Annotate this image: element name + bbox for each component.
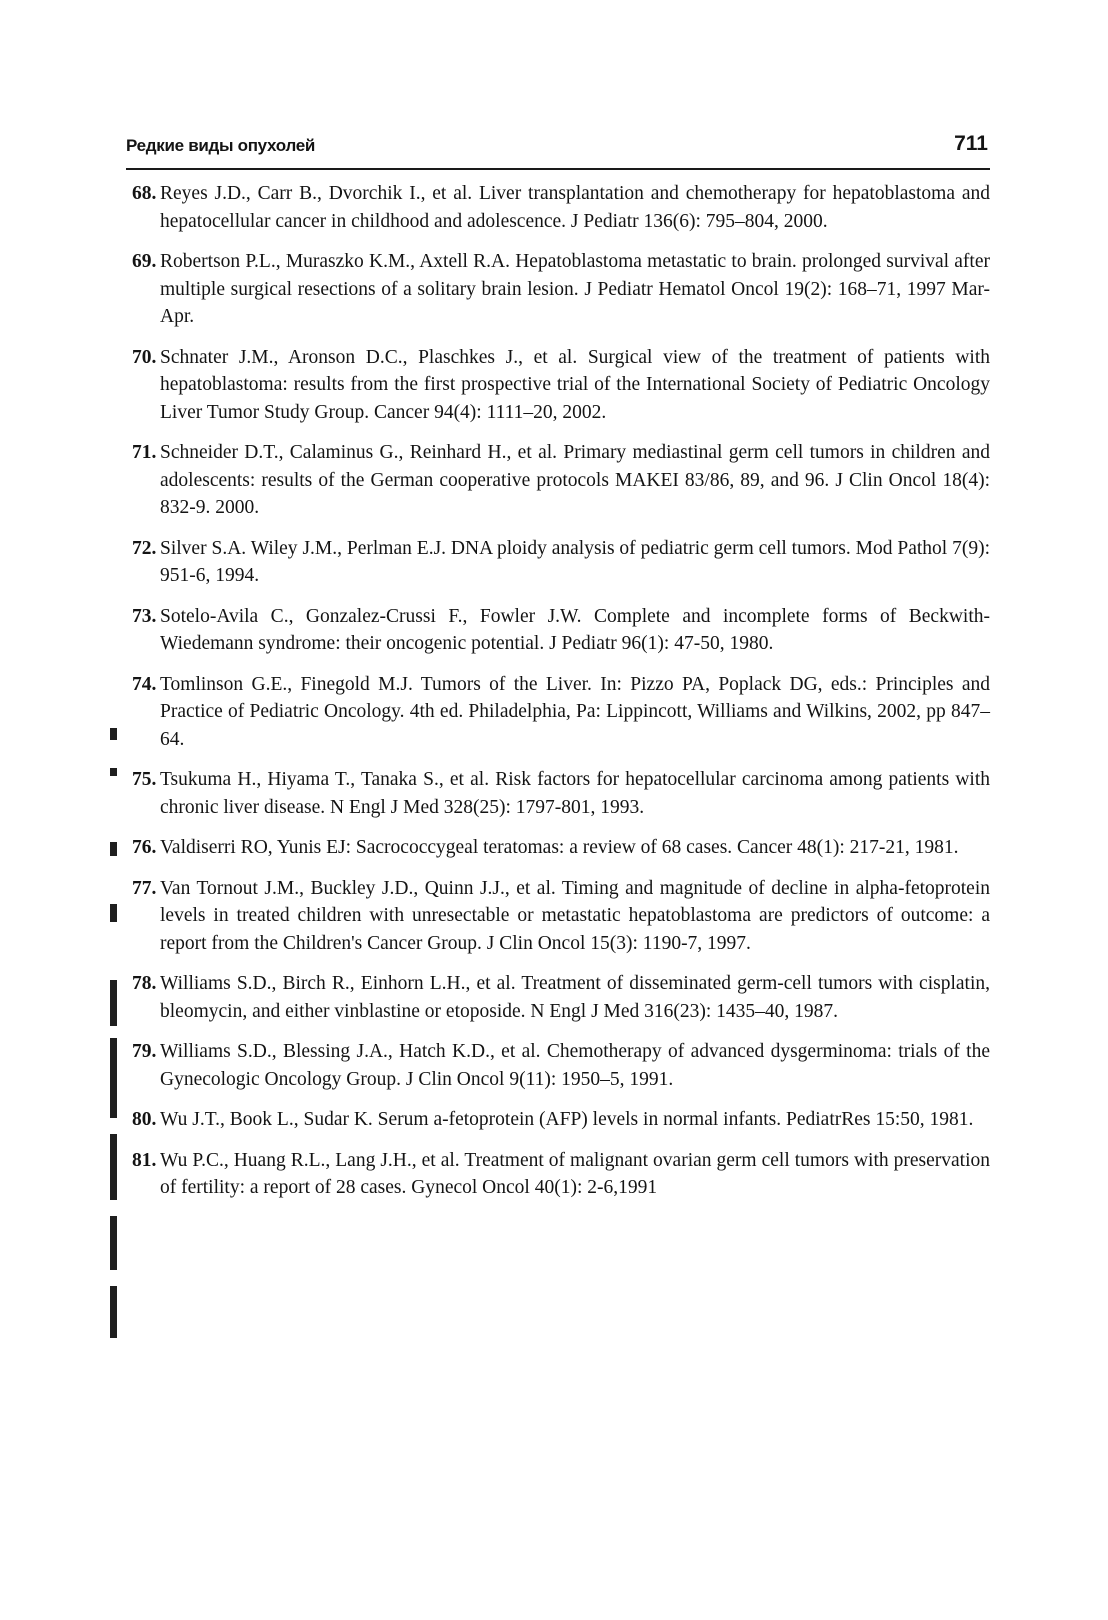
header-title: Редкие виды опухолей [126,136,316,155]
reference-item [132,603,990,658]
reference-item [132,1106,990,1134]
reference-text: Schnater J.M., Aronson D.C., Plaschkes J., et al. Surgical view of the treatment of patients with hepatoblastoma: results from the first prospective trial of the International Society of Pediatric Oncology Liver Tumor Study Group. Cancer 94(4): 1111–20, 2002. [160,346,990,423]
reference-text: Sotelo-Avila C., Gonzalez-Crussi F., Fowler J.W. Complete and incomplete forms of Beckwith-Wiedemann syndrome: their oncogenic potential. J Pediatr 96(1): 47-50, 1980. [160,605,990,654]
reference-number: 76. [132,837,157,858]
reference-number: 81. [132,1149,157,1171]
reference-list [132,180,990,1215]
reference-item [132,834,990,862]
reference-item [132,1038,990,1093]
reference-text: Tomlinson G.E., Finegold M.J. Tumors of the Liver. In: Pizzo PA, Poplack DG, eds.: Principles and Practice of Pediatric Oncology. 4th ed. Philadelphia, Pa: Lippincott, Williams and Wilkins, 2002, pp 847–64. [160,673,990,750]
scan-artifact [110,904,117,922]
reference-text: Williams S.D., Blessing J.A., Hatch K.D., et al. Chemotherapy of advanced dysgerminoma: trials of the Gynecologic Oncology Group. J Clin Oncol 9(11): 1950–5, 1991. [160,1041,990,1090]
reference-text: Wu P.C., Huang R.L., Lang J.H., et al. Treatment of malignant ovarian germ cell tumors with preservation of fertility: a report of 28 cases. Gynecol Oncol 40(1): 2-6,1991 [160,1149,990,1198]
reference-number: 69. [132,251,157,272]
reference-number: 70. [132,346,157,368]
scan-artifact [110,1216,117,1270]
reference-item [132,766,990,821]
reference-text: Schneider D.T., Calaminus G., Reinhard H., et al. Primary mediastinal germ cell tumors in children and adolescents: results of the German cooperative protocols MAKEI 83/86, 89, and 96. J Clin Oncol 18(4): 832-9. 2000. [160,442,990,518]
scan-artifact [110,1134,117,1200]
reference-text: Wu J.T., Book L., Sudar K. Serum a-fetoprotein (AFP) levels in normal infants. PediatrRes 15:50, 1981. [160,1109,974,1130]
header-divider [126,168,990,170]
reference-item [132,875,990,958]
reference-text: Reyes J.D., Carr B., Dvorchik I., et al. Liver transplantation and chemotherapy for hepatoblastoma and hepatocellular cancer in childhood and adolescence. J Pediatr 136(6): 795–804, 2000. [160,183,990,232]
scan-artifact [110,980,117,1026]
reference-item [132,180,990,235]
reference-number: 73. [132,605,157,627]
reference-number: 68. [132,183,157,204]
reference-number: 80. [132,1109,157,1130]
reference-item [132,344,990,427]
scan-artifact [110,728,117,740]
reference-number: 72. [132,537,157,559]
reference-item [132,248,990,331]
reference-text: Van Tornout J.M., Buckley J.D., Quinn J.J., et al. Timing and magnitude of decline in alpha-fetoprotein levels in treated children with unresectable or metastatic hepatoblastoma are predictors of outcome: a report from the Children's Cancer Group. J Clin Oncol 15(3): 1190-7, 1997. [160,877,990,954]
scan-artifact [110,768,117,776]
reference-text: Robertson P.L., Muraszko K.M., Axtell R.A. Hepatoblastoma metastatic to brain. prolonged survival after multiple surgical resections of a solitary brain lesion. J Pediatr Hematol Oncol 19(2): 168–71, 1997 Mar-Apr. [160,251,990,327]
reference-text: Williams S.D., Birch R., Einhorn L.H., et al. Treatment of disseminated germ-cell tumors with cisplatin, bleomycin, and either vinblastine or etoposide. N Engl J Med 316(23): 1435–40, 1987. [160,973,990,1022]
reference-item [132,671,990,754]
reference-item [132,535,990,590]
scan-binding-shadow [106,720,136,1620]
reference-number: 77. [132,877,157,899]
scan-artifact [110,1038,117,1118]
reference-text: Tsukuma H., Hiyama T., Tanaka S., et al. Risk factors for hepatocellular carcinoma among patients with chronic liver disease. N Engl J Med 328(25): 1797-801, 1993. [160,769,990,818]
reference-number: 79. [132,1041,157,1062]
reference-number: 78. [132,973,157,994]
scan-artifact [110,1286,117,1338]
page-number: 711 [954,132,988,155]
reference-text: Silver S.A. Wiley J.M., Perlman E.J. DNA ploidy analysis of pediatric germ cell tumors. Mod Pathol 7(9): 951-6, 1994. [160,537,990,586]
reference-number: 75. [132,769,157,790]
reference-item [132,1147,990,1202]
reference-number: 71. [132,442,157,463]
reference-item [132,970,990,1025]
running-header [126,132,990,162]
reference-number: 74. [132,673,157,695]
scan-artifact [110,842,117,856]
reference-text: Valdiserri RO, Yunis EJ: Sacrococcygeal teratomas: a review of 68 cases. Cancer 48(1): 217-21, 1981. [160,837,959,858]
reference-item [132,439,990,522]
